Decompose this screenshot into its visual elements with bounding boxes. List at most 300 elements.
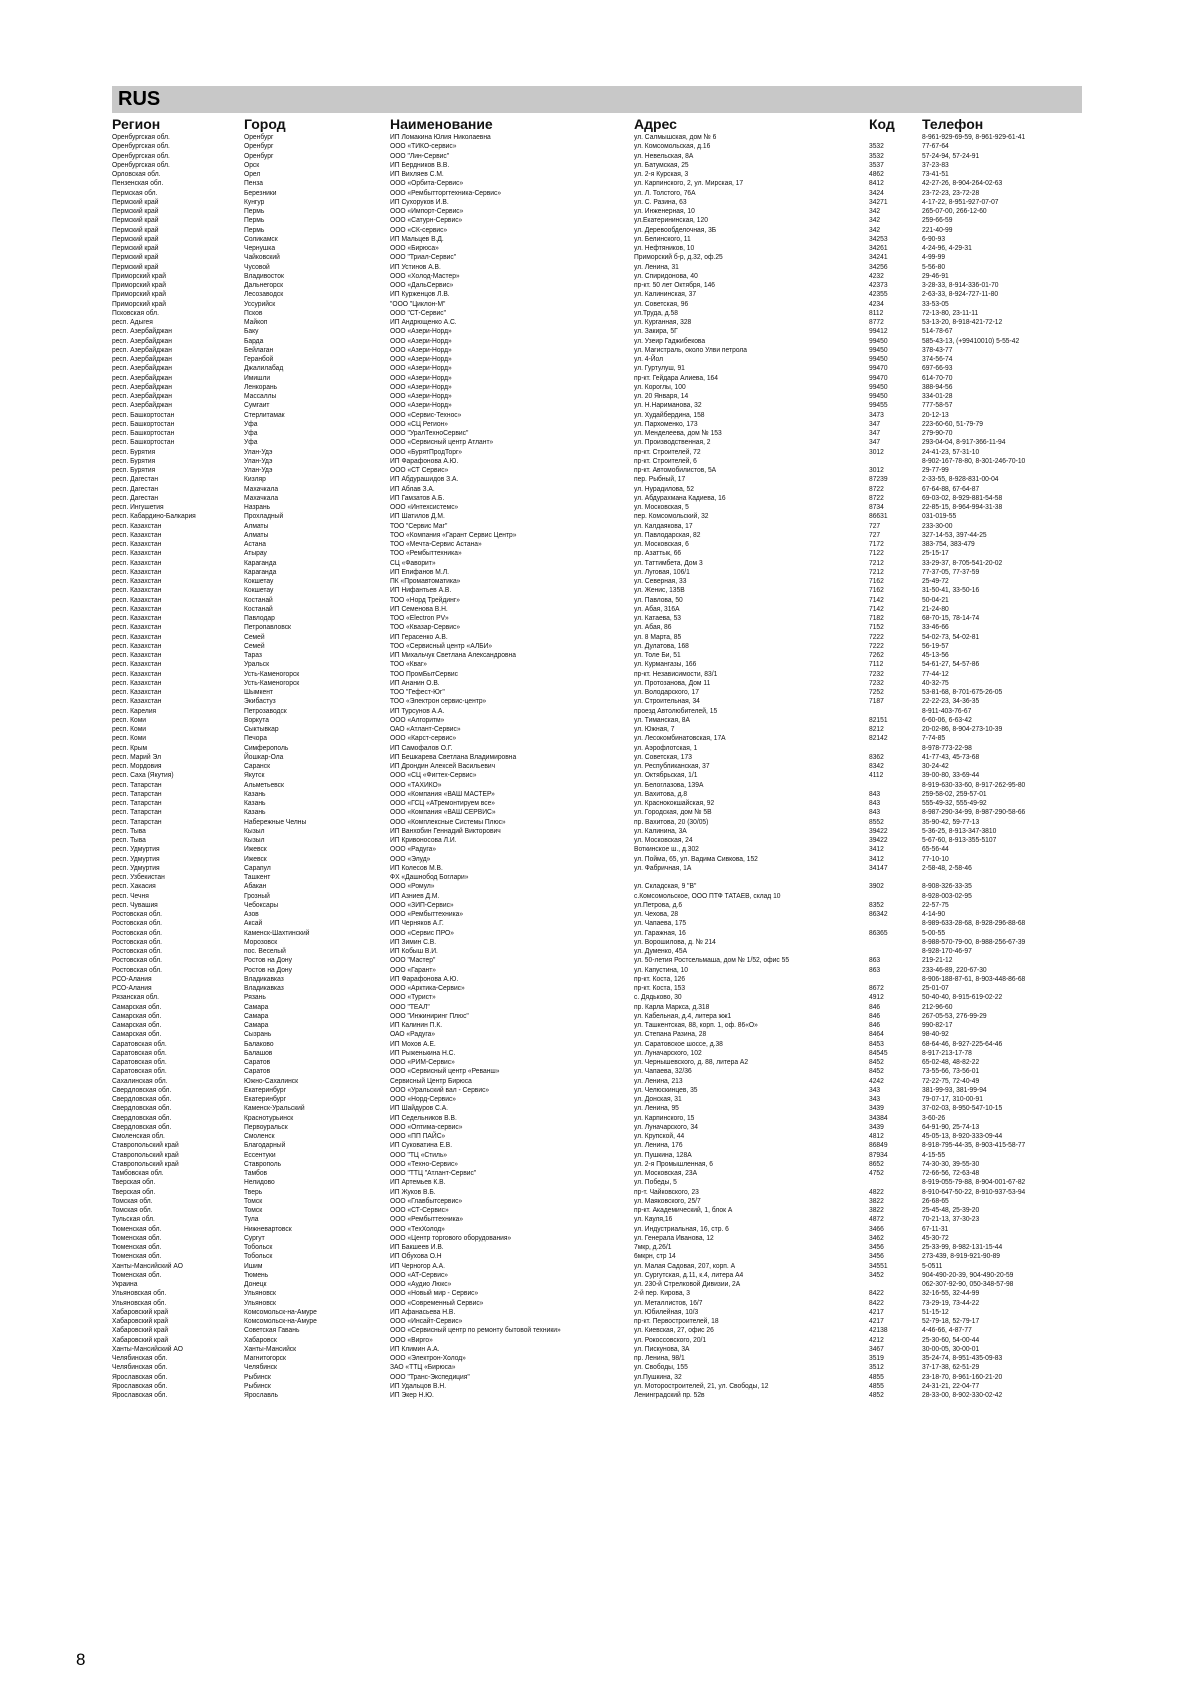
cell-phone: 8-902-167-78-80, 8-301-246-70-10: [922, 455, 1026, 465]
table-row: [112, 419, 1087, 428]
cell-code: 8112: [869, 307, 884, 317]
cell-address: ул. Луначарского, 102: [634, 1047, 702, 1057]
cell-city: Усть-Каменогорск: [244, 668, 300, 678]
cell-city: Ростов на Дону: [244, 964, 292, 974]
cell-name: ООО «Карст-сервис»: [390, 733, 457, 743]
cell-region: Приморский край: [112, 289, 166, 299]
table-row: [112, 1002, 1087, 1011]
cell-address: ул. Ленина, 213: [634, 1075, 683, 1085]
cell-phone: 233-30-00: [922, 520, 953, 530]
cell-address: ул. Узеир Гаджибекова: [634, 335, 706, 345]
cell-code: 86365: [869, 927, 888, 937]
cell-name: ООО «Азери-Норд»: [390, 326, 452, 336]
cell-address: ул. Луговая, 106/1: [634, 566, 690, 576]
cell-city: Оренбург: [244, 141, 274, 151]
cell-code: 8734: [869, 502, 884, 511]
cell-code: 86342: [869, 909, 888, 918]
cell-name: ООО «Сервисный центр «Реванш»: [390, 1066, 500, 1076]
cell-code: 343: [869, 1094, 881, 1103]
cell-phone: 8-928-003-02-95: [922, 890, 972, 900]
cell-city: Астана: [244, 539, 266, 548]
cell-phone: 29-46-91: [922, 270, 949, 280]
table-row: [112, 474, 1087, 483]
cell-city: Йошкар-Ола: [244, 751, 284, 761]
cell-region: Ставропольский край: [112, 1158, 179, 1168]
cell-code: 843: [869, 807, 881, 817]
table-row: [112, 1159, 1087, 1168]
cell-name: ИП Ананин О.В.: [390, 677, 440, 687]
cell-name: ТОО "Гефест-Юг": [390, 687, 445, 696]
cell-region: Ярославская обл.: [112, 1390, 168, 1399]
cell-name: ООО «Ромул»: [390, 881, 435, 891]
cell-name: ИП Колесов М.В.: [390, 862, 443, 872]
cell-name: ООО «Сервис-Технос»: [390, 409, 462, 419]
cell-city: Уссурийск: [244, 298, 276, 308]
cell-region: респ. Казахстан: [112, 687, 162, 696]
cell-region: респ. Бурятия: [112, 446, 156, 456]
cell-phone: 72-13-80, 23-11-11: [922, 307, 979, 317]
table-row: [112, 770, 1087, 779]
cell-code: 7212: [869, 566, 884, 576]
cell-code: 7222: [869, 631, 884, 641]
cell-city: Дальнегорск: [244, 280, 284, 289]
cell-phone: 20-12-13: [922, 409, 949, 419]
cell-address: ул. Пискунова, 3А: [634, 1343, 690, 1353]
cell-name: ООО «Электрон-Холод»: [390, 1353, 466, 1362]
cell-address: ул. Худайбердина, 158: [634, 409, 705, 419]
cell-name: ООО «Комплексные Системы Плюс»: [390, 816, 506, 826]
cell-city: Семей: [244, 640, 265, 650]
cell-region: респ. Крым: [112, 742, 148, 752]
cell-phone: 3-60-26: [922, 1112, 946, 1122]
cell-name: ИП Вихляев С.М.: [390, 169, 444, 178]
cell-name: ИП Климин А.А.: [390, 1343, 440, 1353]
cell-phone: 265-07-00, 266-12-60: [922, 206, 987, 215]
cell-name: ООО "Лин-Сервис": [390, 150, 450, 160]
cell-code: 7162: [869, 585, 884, 595]
table-row: [112, 289, 1087, 298]
cell-phone: 8-978-773-22-98: [922, 742, 972, 752]
cell-region: Смоленская обл.: [112, 1131, 165, 1140]
cell-code: 3512: [869, 1362, 884, 1372]
cell-name: ИП Артемьев К.В.: [390, 1177, 446, 1187]
cell-name: ООО «Уральский вал - Сервис»: [390, 1084, 490, 1094]
cell-name: ИП Турсунов А.А.: [390, 705, 445, 715]
cell-phone: 53-81-68, 8-701-675-26-05: [922, 687, 1003, 696]
cell-code: 3467: [869, 1343, 884, 1353]
cell-name: ИП Гамзатов А.Б.: [390, 492, 445, 502]
cell-address: ул. Калининская, 37: [634, 289, 697, 299]
cell-phone: 25-01-07: [922, 983, 949, 992]
table-row: [112, 400, 1087, 409]
cell-code: 7187: [869, 696, 884, 706]
cell-phone: 8-911-403-76-67: [922, 705, 972, 715]
cell-name: ОАО «Радуга»: [390, 1029, 436, 1039]
cell-name: ООО «Норд-Сервис»: [390, 1094, 456, 1103]
table-row: [112, 1057, 1087, 1066]
cell-city: Балаково: [244, 1038, 274, 1048]
cell-name: ООО «Центр торгового оборудования»: [390, 1232, 512, 1242]
cell-address: ул. Московская, 24: [634, 835, 693, 844]
table-row: [112, 511, 1087, 520]
cell-address: с.Комсомольское, ООО ПТФ ТАТАЕВ, склад 10: [634, 890, 781, 900]
cell-address: ул. Московская, 23А: [634, 1168, 698, 1177]
cell-address: пр-кт. Первостроителей, 18: [634, 1316, 719, 1325]
cell-code: 4217: [869, 1316, 884, 1325]
cell-name: ООО «СК-сервис»: [390, 224, 448, 234]
cell-region: респ. Коми: [112, 714, 147, 724]
table-row: [112, 1307, 1087, 1316]
cell-phone: 233-46-89, 220-67-30: [922, 964, 987, 974]
cell-phone: 374-56-74: [922, 354, 953, 363]
cell-name: ООО «Азери-Норд»: [390, 391, 452, 400]
cell-city: Атырау: [244, 548, 267, 558]
cell-code: 3012: [869, 465, 884, 474]
table-row: [112, 872, 1087, 881]
cell-address: ул. Чапаева, 32/36: [634, 1066, 692, 1076]
cell-city: Стерлитамак: [244, 409, 285, 419]
cell-phone: 73-29-19, 73-44-22: [922, 1297, 980, 1307]
cell-name: ИП Калинин П.К.: [390, 1020, 443, 1029]
cell-region: Ульяновская обл.: [112, 1297, 167, 1307]
cell-city: Кызыл: [244, 835, 265, 844]
cell-region: респ. Казахстан: [112, 529, 162, 539]
cell-region: респ. Казахстан: [112, 696, 162, 706]
cell-name: ТОО «Норд Трейдинг»: [390, 594, 460, 604]
cell-city: Ташкент: [244, 872, 271, 881]
cell-region: Хабаровский край: [112, 1316, 169, 1325]
cell-city: Уфа: [244, 428, 258, 437]
table-row: [112, 807, 1087, 816]
cell-name: ТОО «Electron PV»: [390, 613, 449, 622]
cell-name: ИП Бердников В.В.: [390, 159, 450, 169]
table-row: [112, 234, 1087, 243]
cell-phone: 279-90-70: [922, 428, 953, 437]
cell-address: Ленинградский пр. 52в: [634, 1390, 705, 1399]
cell-address: ул. Моторостроителей, 21, ул. Свободы, 12: [634, 1380, 769, 1390]
cell-region: Тамбовская обл.: [112, 1168, 164, 1177]
cell-address: ул. Абдурахмана Кадиева, 16: [634, 492, 726, 502]
cell-code: 8722: [869, 492, 884, 502]
cell-name: ИП Сухоруков И.В.: [390, 196, 449, 206]
cell-phone: 73-55-66, 73-56-01: [922, 1066, 980, 1076]
table-row: [112, 752, 1087, 761]
table-row: [112, 946, 1087, 955]
cell-code: 3412: [869, 844, 884, 854]
cell-code: 42355: [869, 289, 888, 299]
cell-region: Пермский край: [112, 243, 159, 252]
table-row: [112, 937, 1087, 946]
cell-address: пер. Рыбный, 17: [634, 474, 686, 484]
cell-phone: 51-15-12: [922, 1306, 949, 1316]
cell-city: Петропавловск: [244, 622, 291, 632]
cell-city: Уфа: [244, 418, 258, 428]
cell-address: пр-кт. Гейдара Алиева, 164: [634, 372, 718, 382]
cell-phone: 8-908-326-33-35: [922, 881, 972, 891]
cell-address: ул.Петрова, д.6: [634, 899, 683, 909]
cell-name: ООО «Сервисный центр по ремонту бытовой техники»: [390, 1325, 561, 1335]
cell-address: ул. Думенко, 45А: [634, 946, 688, 955]
cell-code: 3439: [869, 1121, 884, 1131]
table-row: [112, 317, 1087, 326]
cell-city: пос. Веселый: [244, 946, 286, 955]
cell-address: ул. Курганная, 328: [634, 317, 692, 326]
cell-phone: 20-02-86, 8-904-273-10-39: [922, 724, 1003, 733]
cell-address: ул. Н.Нариманова, 32: [634, 400, 702, 410]
cell-phone: 2-58-48, 2-58-46: [922, 862, 972, 872]
cell-code: 82142: [869, 733, 888, 743]
table-row: [112, 1150, 1087, 1159]
cell-phone: 64-91-90, 25-74-13: [922, 1121, 980, 1131]
table-row: [112, 1076, 1087, 1085]
cell-city: Смоленск: [244, 1131, 275, 1140]
table-row: [112, 1205, 1087, 1214]
cell-code: 3412: [869, 853, 884, 863]
table-row: [112, 1251, 1087, 1260]
cell-city: Шымкент: [244, 687, 273, 696]
cell-city: Хабаровск: [244, 1334, 277, 1344]
cell-phone: 37-23-83: [922, 159, 949, 169]
cell-code: 34241: [869, 252, 888, 262]
table-row: [112, 1362, 1087, 1371]
cell-code: 4822: [869, 1186, 884, 1196]
cell-address: ул. Курмангазы, 166: [634, 659, 697, 669]
cell-city: Саратов: [244, 1066, 271, 1076]
cell-code: 39422: [869, 825, 888, 835]
cell-address: ул. Белинского, 11: [634, 233, 691, 243]
table-row: [112, 373, 1087, 382]
cell-city: Казань: [244, 798, 266, 807]
table-row: [112, 456, 1087, 465]
cell-phone: 5-36-25, 8-913-347-3810: [922, 825, 997, 835]
cell-city: Семей: [244, 631, 265, 641]
cell-region: респ. Казахстан: [112, 677, 162, 687]
cell-address: ул. Закира, 5Г: [634, 326, 678, 336]
cell-code: 7112: [869, 659, 884, 669]
cell-region: Ульяновская обл.: [112, 1288, 167, 1298]
cell-code: 99450: [869, 381, 888, 391]
cell-region: РСО-Алания: [112, 973, 152, 983]
cell-phone: 22-22-23, 34-36-35: [922, 696, 980, 706]
cell-address: ул. Невельская, 8А: [634, 150, 694, 160]
cell-code: 34271: [869, 196, 888, 206]
cell-region: РСО-Алания: [112, 983, 152, 992]
cell-region: Ярославская обл.: [112, 1380, 168, 1390]
cell-city: Ижевск: [244, 844, 267, 854]
cell-phone: 585-43-13, (+99410010) 5-55-42: [922, 335, 1020, 345]
cell-region: респ. Чечня: [112, 890, 149, 900]
cell-region: респ. Башкортостан: [112, 418, 175, 428]
cell-phone: 3-28-33, 8-914-336-01-70: [922, 280, 999, 289]
cell-address: ул. Свободы, 155: [634, 1362, 688, 1372]
cell-address: ул. Абая, 86: [634, 622, 672, 632]
cell-phone: 22-85-15, 8-964-994-31-38: [922, 502, 1003, 511]
cell-city: Орел: [244, 169, 261, 178]
table-row: [112, 391, 1087, 400]
cell-city: Печора: [244, 733, 267, 743]
cell-region: Пермский край: [112, 252, 159, 262]
cell-address: ул. Фабричная, 1А: [634, 862, 692, 872]
cell-city: Набережные Челны: [244, 816, 307, 826]
cell-name: ИП Черняков А.Г.: [390, 918, 444, 928]
cell-code: 7182: [869, 613, 884, 622]
table-row: [112, 225, 1087, 234]
cell-city: Улан-Удэ: [244, 455, 273, 465]
cell-code: 3822: [869, 1195, 884, 1205]
cell-region: респ. Кабардино-Балкария: [112, 511, 196, 521]
cell-region: респ. Татарстан: [112, 798, 162, 807]
table-row: [112, 1187, 1087, 1196]
cell-address: ул. Московская, 6: [634, 539, 689, 548]
cell-city: Караганда: [244, 557, 277, 567]
cell-name: ИП Герасенко А.В.: [390, 631, 448, 641]
cell-region: респ. Башкортостан: [112, 437, 175, 447]
service-centers-table: [112, 116, 1087, 1399]
cell-phone: 293-04-04, 8-917-366-11-94: [922, 437, 1006, 447]
cell-city: Баку: [244, 326, 259, 336]
cell-city: Чусовой: [244, 261, 270, 271]
table-row: [112, 271, 1087, 280]
cell-code: 8452: [869, 1066, 884, 1076]
cell-code: 3439: [869, 1103, 884, 1113]
cell-phone: 37-17-38, 62-51-29: [922, 1362, 980, 1372]
cell-code: 39422: [869, 835, 888, 844]
cell-address: пер. Комсомольский, 32: [634, 511, 709, 521]
cell-code: 4912: [869, 992, 884, 1002]
cell-phone: 25-49-72: [922, 576, 949, 585]
cell-phone: 21-24-80: [922, 603, 949, 613]
cell-address: ул. Павлова, 50: [634, 594, 683, 604]
cell-code: 99450: [869, 344, 888, 354]
cell-region: Ставропольский край: [112, 1140, 179, 1150]
cell-code: 7142: [869, 594, 884, 604]
cell-address: ул. 8 Марта, 85: [634, 631, 682, 641]
cell-name: ООО «Радуга»: [390, 844, 437, 854]
cell-region: Ростовская обл.: [112, 918, 163, 928]
table-row: [112, 918, 1087, 927]
cell-address: ул. Сургутская, д.11, к.4, литера А4: [634, 1269, 744, 1279]
cell-phone: 70-21-13, 37-30-23: [922, 1214, 980, 1224]
cell-city: Ленкорань: [244, 381, 278, 391]
table-row: [112, 336, 1087, 345]
cell-address: пр-т. Чайковского, 23: [634, 1186, 699, 1196]
cell-phone: 514-78-67: [922, 326, 953, 336]
cell-city: Ижевск: [244, 853, 267, 863]
cell-phone: 35-90-42, 59-77-13: [922, 816, 980, 826]
cell-address: ул. Московская, 5: [634, 502, 689, 511]
table-row: [112, 1270, 1087, 1279]
table-row: [112, 1233, 1087, 1242]
table-row: [112, 262, 1087, 271]
cell-name: ТОО «Квазар-Сервис»: [390, 622, 461, 632]
cell-name: ООО «СЦ Регион»: [390, 418, 448, 428]
cell-address: ул. Киевская, 27, офис 26: [634, 1325, 714, 1335]
cell-region: Самарская обл.: [112, 1020, 162, 1029]
cell-region: Тюменская обл.: [112, 1251, 162, 1261]
cell-code: 34256: [869, 261, 888, 271]
cell-city: Чернушка: [244, 243, 276, 252]
cell-address: ул. Степана Разина, 28: [634, 1029, 707, 1039]
cell-code: 4212: [869, 1334, 884, 1344]
cell-name: ИП Жуков В.Б.: [390, 1186, 436, 1196]
cell-city: Сургут: [244, 1232, 265, 1242]
cell-phone: 65-56-44: [922, 844, 949, 854]
cell-name: ИП Зимин С.В.: [390, 936, 437, 946]
cell-city: Екатеринбург: [244, 1084, 287, 1094]
cell-city: Ставрополь: [244, 1158, 282, 1168]
cell-address: ул. 4-Йол: [634, 354, 664, 363]
cell-phone: 381-99-93, 381-99-94: [922, 1084, 987, 1094]
cell-code: 99450: [869, 354, 888, 363]
cell-name: ООО «Сервисный центр Атлант»: [390, 437, 494, 447]
cell-address: ул. Челюскинцев, 35: [634, 1084, 698, 1094]
table-row: [112, 437, 1087, 446]
cell-region: респ. Казахстан: [112, 594, 162, 604]
cell-phone: 777-58-57: [922, 400, 953, 410]
cell-name: ТОО "Сервис Маг": [390, 520, 448, 530]
cell-address: с. Дядьково, 30: [634, 992, 682, 1002]
table-row: [112, 844, 1087, 853]
cell-name: ТОО «Компания «Гарант Сервис Центр»: [390, 529, 517, 539]
cell-region: респ. Азербайджан: [112, 335, 172, 345]
cell-region: Приморский край: [112, 298, 166, 308]
cell-city: Екатеринбург: [244, 1094, 287, 1103]
cell-name: ООО «АТ-Сервис»: [390, 1269, 449, 1279]
cell-city: Магнитогорск: [244, 1353, 286, 1362]
cell-city: Томск: [244, 1195, 263, 1205]
cell-address: ул. Кауля,16: [634, 1214, 673, 1224]
cell-code: 843: [869, 788, 881, 798]
cell-region: Ханты-Мансийский АО: [112, 1343, 183, 1353]
cell-city: Рыбинск: [244, 1380, 271, 1390]
cell-code: 342: [869, 206, 881, 215]
cell-city: Ульяновск: [244, 1297, 276, 1307]
cell-code: 99470: [869, 363, 888, 373]
cell-name: ООО «Азери-Норд»: [390, 344, 452, 354]
cell-name: ООО «СЦ «Фигтех-Сервис»: [390, 770, 477, 780]
table-row: [112, 881, 1087, 890]
cell-region: Ханты-Мансийский АО: [112, 1260, 183, 1270]
cell-code: 3822: [869, 1205, 884, 1214]
cell-name: ООО «ГСЦ «АТремонтируем все»: [390, 798, 496, 807]
cell-region: Самарская обл.: [112, 1010, 162, 1020]
cell-region: респ. Татарстан: [112, 816, 162, 826]
table-row: [112, 817, 1087, 826]
cell-city: Кызыл: [244, 825, 265, 835]
cell-phone: 77-10-10: [922, 853, 949, 863]
cell-code: 3012: [869, 446, 884, 456]
cell-region: респ. Бурятия: [112, 455, 156, 465]
cell-name: ИП Шайдуров С.А.: [390, 1103, 449, 1113]
cell-region: Оренбургская обл.: [112, 159, 170, 169]
cell-name: ООО «Компания «ВАШ СЕРВИС»: [390, 807, 496, 817]
table-row: [112, 743, 1087, 752]
cell-address: Приморский б-р, д.32, оф.25: [634, 252, 723, 262]
cell-name: ООО «Азери-Норд»: [390, 363, 452, 373]
cell-region: Ставропольский край: [112, 1149, 179, 1159]
cell-region: респ. Татарстан: [112, 788, 162, 798]
cell-code: 8652: [869, 1158, 884, 1168]
cell-code: 4852: [869, 1390, 884, 1399]
cell-code: 8453: [869, 1038, 884, 1048]
cell-address: ул. Дулатова, 168: [634, 640, 689, 650]
table-row: [112, 1298, 1087, 1307]
cell-region: Приморский край: [112, 270, 166, 280]
cell-phone: 72-66-56, 72-63-48: [922, 1168, 980, 1177]
cell-address: ул. Капустина, 10: [634, 964, 688, 974]
cell-address: ул. 50-летия Ростсельмаша, дом № 1/52, офис 55: [634, 955, 790, 965]
cell-region: Тюменская обл.: [112, 1242, 162, 1251]
